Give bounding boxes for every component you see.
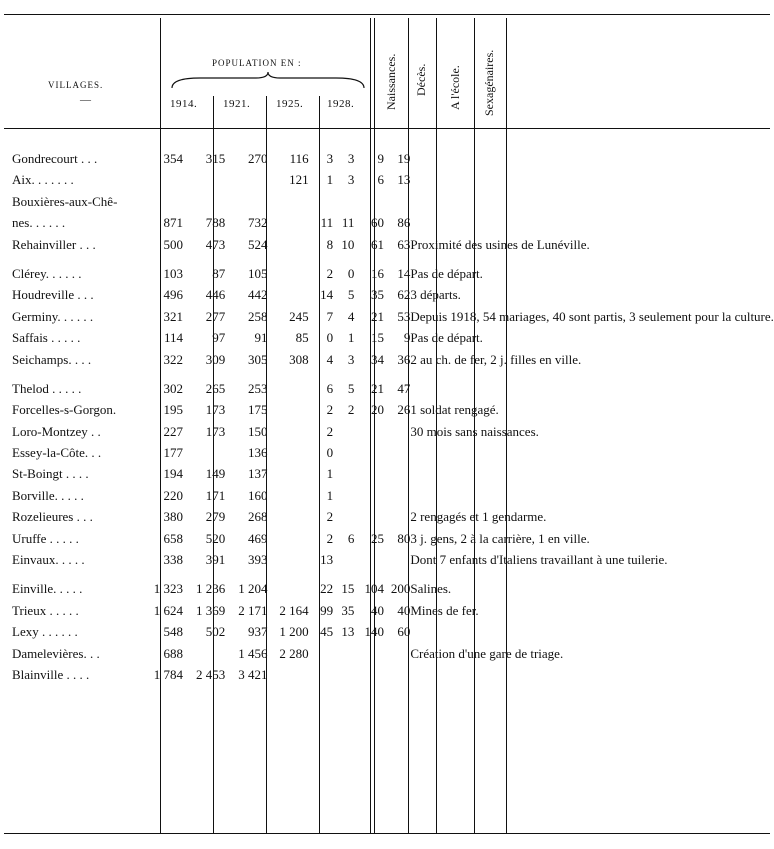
pop-1921 (183, 193, 225, 214)
deces-cell (333, 465, 354, 486)
naissances-cell (309, 193, 334, 214)
village-name: Einville. . . . . (12, 581, 83, 597)
sexagenaires-cell: 36 (397, 351, 411, 367)
header-year-1921: 1921. (223, 98, 251, 110)
remark-cell: Dont 7 enfants d'Italiens travaillant à une tuilerie. (410, 552, 668, 568)
village-name: Essey-la-Côte. . . (12, 445, 102, 461)
deces-cell: 3 (347, 351, 355, 367)
village-name: Rehainviller . . . (12, 236, 96, 252)
pop-1928: 116 (289, 151, 309, 166)
deces-cell (333, 666, 354, 687)
pop-1925: 1 204 (238, 581, 268, 597)
pop-1925: 270 (248, 151, 268, 166)
table-row (12, 444, 774, 465)
remark-cell (410, 444, 774, 465)
pop-1928 (268, 214, 309, 235)
village-name: Blainville . . . . (12, 666, 90, 682)
remark-cell: 1 soldat rengagé. (410, 402, 499, 418)
pop-1914: 114 (163, 330, 183, 346)
naissances-cell: 4 (326, 351, 334, 367)
ecole-cell: 61 (371, 236, 384, 252)
pop-1914: 380 (163, 509, 183, 525)
pop-1928 (268, 530, 309, 551)
pop-1921: 149 (205, 466, 226, 482)
deces-cell: 2 (347, 402, 355, 418)
pop-1925: 137 (248, 466, 268, 482)
remark-cell (410, 171, 774, 192)
pop-1921: 279 (205, 509, 226, 525)
pop-1914: 1 624 (153, 602, 183, 618)
pop-1925: 2 171 (238, 602, 268, 618)
ecole-cell (354, 551, 384, 572)
ecole-cell: 9 (377, 151, 384, 166)
remark-cell: 3 j. gens, 2 à la carrière, 1 en ville. (410, 530, 590, 546)
village-name: Aix. . . . . . . (12, 172, 74, 188)
ecole-cell: 34 (371, 351, 384, 367)
sexagenaires-cell: 19 (397, 151, 411, 166)
header-year-1928: 1928. (327, 98, 355, 110)
pop-1925: 937 (248, 624, 268, 640)
ecole-cell: 15 (371, 330, 384, 346)
naissances-cell: 3 (326, 151, 334, 166)
table-row (12, 401, 774, 422)
naissances-cell: 2 (326, 402, 334, 418)
pop-1928 (268, 487, 309, 508)
pop-1928 (268, 401, 309, 422)
ecole-cell (354, 487, 384, 508)
pop-1925: 442 (248, 287, 268, 303)
sexagenaires-cell: 63 (397, 236, 411, 252)
naissances-cell: 22 (320, 581, 334, 597)
pop-1921: 277 (205, 308, 226, 324)
deces-cell (333, 444, 354, 465)
pop-1914: 548 (163, 624, 183, 640)
sexagenaires-cell: 53 (397, 308, 411, 324)
pop-1921: 173 (205, 423, 226, 439)
sexagenaires-cell: 40 (397, 602, 411, 618)
village-name: Damelevières. . . (12, 645, 100, 661)
header-deces: Décès. (414, 63, 428, 96)
pop-1914: 322 (163, 351, 183, 367)
sexagenaires-cell: 200 (390, 581, 411, 597)
table-row (12, 193, 774, 214)
pop-1928 (268, 508, 309, 529)
sexagenaires-cell: 60 (397, 624, 411, 640)
remark-cell (410, 487, 774, 508)
pop-1921: 315 (205, 151, 226, 166)
pop-1925: 136 (248, 445, 268, 461)
sexagenaires-cell (384, 666, 410, 687)
ecole-cell (354, 193, 384, 214)
pop-1914: 338 (163, 552, 183, 568)
ecole-cell (354, 645, 384, 666)
table-row (12, 236, 774, 257)
ecole-cell: 20 (371, 402, 384, 418)
remark-cell: 30 mois sans naissances. (410, 423, 539, 439)
deces-cell: 15 (341, 581, 355, 597)
pop-1925: 469 (248, 530, 268, 546)
pop-1925: 305 (248, 351, 268, 367)
village-name: Houdreville . . . (12, 287, 94, 303)
pop-1928: 2 164 (279, 602, 309, 618)
naissances-cell: 1 (326, 487, 334, 503)
sexagenaires-cell: 14 (397, 265, 411, 281)
remark-cell (410, 666, 774, 687)
deces-cell: 13 (341, 624, 355, 640)
pop-1928 (268, 236, 309, 257)
pop-1921: 446 (205, 287, 226, 303)
pop-1921: 502 (205, 624, 226, 640)
sexagenaires-cell (384, 508, 410, 529)
table-row (12, 214, 774, 235)
remark-cell (410, 193, 774, 214)
pop-1921: 520 (205, 530, 226, 546)
deces-cell: 6 (347, 530, 355, 546)
pop-1914: 1 784 (153, 666, 183, 682)
header-sexagenaires: Sexagénaires. (482, 49, 496, 116)
ecole-cell: 6 (377, 172, 384, 188)
remark-cell: Pas de départ. (410, 330, 483, 346)
village-name: Seichamps. . . . (12, 351, 92, 367)
village-name: Germiny. . . . . . (12, 308, 94, 324)
pop-1921: 87 (212, 265, 226, 281)
deces-cell: 5 (347, 380, 355, 396)
deces-cell: 10 (341, 236, 355, 252)
naissances-cell (309, 666, 334, 687)
pop-1925: 160 (248, 487, 268, 503)
remark-cell: Pas de départ. (410, 265, 483, 281)
pop-1921: 391 (205, 552, 226, 568)
village-name: Loro-Montzey . . (12, 423, 101, 439)
pop-1921: 2 453 (196, 666, 226, 682)
sexagenaires-cell: 80 (397, 530, 411, 546)
pop-1921: 309 (205, 351, 226, 367)
population-brace (170, 70, 366, 90)
deces-cell: 0 (347, 265, 355, 281)
header-villages: VILLAGES. (48, 80, 104, 90)
deces-cell: 5 (347, 287, 355, 303)
deces-cell: 11 (341, 215, 355, 231)
remark-cell: Proximité des usines de Lunéville. (410, 236, 590, 252)
pop-1928: 1 200 (279, 624, 309, 640)
naissances-cell: 8 (326, 236, 334, 252)
ecole-cell: 60 (371, 215, 384, 231)
pop-1914: 688 (163, 645, 183, 661)
pop-1928: 85 (295, 330, 309, 346)
pop-1914: 302 (163, 380, 183, 396)
table-row (12, 623, 774, 644)
table-row (12, 645, 774, 666)
header-naissances: Naissances. (384, 53, 398, 110)
ecole-cell: 21 (371, 308, 384, 324)
pop-1928 (268, 444, 309, 465)
bottom-rule (4, 833, 770, 834)
spacer-row (12, 572, 774, 580)
pop-1925: 258 (248, 308, 268, 324)
pop-1925: 91 (254, 330, 268, 346)
pop-1921 (183, 645, 225, 666)
remark-cell: Depuis 1918, 54 mariages, 40 sont partis, 3 seulement pour la culture. (410, 308, 774, 324)
pop-1921: 171 (205, 487, 226, 503)
deces-cell (333, 508, 354, 529)
table-row (12, 666, 774, 687)
pop-1928 (268, 380, 309, 401)
naissances-cell: 6 (326, 380, 334, 396)
deces-cell: 4 (347, 308, 355, 324)
pop-1921: 265 (205, 380, 226, 396)
pop-1928: 245 (289, 308, 309, 324)
remark-cell (410, 380, 774, 401)
ecole-cell (354, 666, 384, 687)
naissances-cell: 11 (320, 215, 334, 231)
deces-cell: 35 (341, 602, 355, 618)
village-name: Einvaux. . . . . (12, 552, 85, 568)
pop-1914: 177 (163, 445, 183, 461)
naissances-cell: 13 (320, 552, 334, 568)
ecole-cell (354, 423, 384, 444)
village-name: Rozelieures . . . (12, 509, 93, 525)
remark-cell (410, 623, 774, 644)
pop-1925: 150 (248, 423, 268, 439)
deces-cell (333, 423, 354, 444)
sexagenaires-cell (384, 551, 410, 572)
naissances-cell: 1 (326, 172, 334, 188)
naissances-cell: 7 (326, 308, 334, 324)
pop-1925: 393 (248, 552, 268, 568)
pop-1925: 524 (248, 236, 268, 252)
table-row (12, 380, 774, 401)
table-row (12, 286, 774, 307)
pop-1928 (268, 580, 309, 601)
deces-cell: 3 (347, 172, 355, 188)
table-row (12, 308, 774, 329)
pop-1928 (268, 265, 309, 286)
naissances-cell: 2 (326, 265, 334, 281)
table-row (12, 508, 774, 529)
naissances-cell: 2 (326, 423, 334, 439)
pop-1928 (268, 423, 309, 444)
sexagenaires-cell (384, 465, 410, 486)
deces-cell: 1 (347, 330, 355, 346)
ecole-cell: 140 (364, 624, 384, 640)
pop-1928 (268, 551, 309, 572)
pop-1921 (183, 171, 225, 192)
pop-1921: 173 (205, 402, 226, 418)
pop-1914: 227 (163, 423, 183, 439)
village-name: Clérey. . . . . . (12, 265, 82, 281)
header-population: POPULATION EN : (212, 58, 302, 68)
ecole-cell: 25 (371, 530, 384, 546)
pop-1925: 3 421 (238, 666, 268, 682)
ecole-cell: 35 (371, 287, 384, 303)
table-row (12, 351, 774, 372)
sexagenaires-cell (384, 645, 410, 666)
table-row (12, 150, 774, 171)
pop-1925: 1 456 (238, 645, 268, 661)
pop-1914: 500 (163, 236, 183, 252)
pop-1914: 194 (163, 466, 183, 482)
naissances-cell: 0 (326, 330, 334, 346)
pop-1925: 175 (248, 402, 268, 418)
header-villages-dash: — (80, 94, 92, 106)
pop-1928: 308 (289, 351, 309, 367)
pop-1928 (268, 193, 309, 214)
naissances-cell: 1 (326, 466, 334, 482)
pop-1914: 220 (163, 487, 183, 503)
village-name: Borville. . . . . (12, 487, 84, 503)
village-name: nes. . . . . . (12, 215, 66, 231)
table-row (12, 465, 774, 486)
village-name: Thelod . . . . . (12, 380, 82, 396)
pop-1914: 658 (163, 530, 183, 546)
ecole-cell: 21 (371, 380, 384, 396)
ecole-cell (354, 465, 384, 486)
village-name: Gondrecourt . . . (12, 151, 98, 166)
header-ecole: A l'école. (448, 65, 462, 110)
sexagenaires-cell: 86 (397, 215, 411, 231)
naissances-cell: 99 (320, 602, 334, 618)
ecole-cell (354, 444, 384, 465)
pop-1925 (225, 171, 267, 192)
pop-1914 (141, 193, 183, 214)
sexagenaires-cell: 47 (397, 380, 411, 396)
sexagenaires-cell: 9 (403, 330, 411, 346)
table-row (12, 530, 774, 551)
sexagenaires-cell: 13 (397, 172, 411, 188)
remark-cell: Création d'une gare de triage. (410, 645, 564, 661)
spacer-row (12, 257, 774, 265)
remark-cell: Salines. (410, 581, 452, 597)
pop-1914: 871 (163, 215, 183, 231)
pop-1914: 321 (163, 308, 183, 324)
naissances-cell: 14 (320, 287, 334, 303)
pop-1925: 253 (248, 380, 268, 396)
remark-cell (410, 214, 774, 235)
sexagenaires-cell: 26 (397, 402, 411, 418)
remark-cell: 2 au ch. de fer, 2 j. filles en ville. (410, 351, 582, 367)
remark-cell (410, 150, 774, 171)
remark-cell: 2 rengagés et 1 gendarme. (410, 509, 547, 525)
header-rule (4, 128, 770, 129)
naissances-cell: 0 (326, 445, 334, 461)
pop-1914: 496 (163, 287, 183, 303)
pop-1925: 105 (248, 265, 268, 281)
remark-cell: Mines de fer. (410, 602, 479, 618)
village-name: Trieux . . . . . (12, 602, 79, 618)
pop-1921: 1 369 (196, 602, 226, 618)
sexagenaires-cell (384, 423, 410, 444)
table-row (12, 329, 774, 350)
pop-1925: 732 (248, 215, 268, 231)
pop-1914: 354 (163, 151, 183, 166)
sexagenaires-cell (384, 193, 410, 214)
pop-1921: 473 (205, 236, 226, 252)
village-name: Saffais . . . . . (12, 330, 81, 346)
pop-1925 (225, 193, 267, 214)
pop-1925: 268 (248, 509, 268, 525)
pop-1928: 2 280 (279, 645, 309, 661)
naissances-cell (309, 645, 334, 666)
ecole-cell: 40 (371, 602, 384, 618)
village-name: Uruffe . . . . . (12, 530, 79, 546)
sexagenaires-cell (384, 487, 410, 508)
village-name: Bouxières-aux-Chê- (12, 193, 118, 209)
table-row (12, 551, 774, 572)
pop-1914: 1 323 (153, 581, 183, 597)
village-name: Lexy . . . . . . (12, 624, 78, 640)
ecole-cell: 16 (371, 265, 384, 281)
remark-cell (410, 465, 774, 486)
table-row (12, 265, 774, 286)
deces-cell: 3 (347, 151, 355, 166)
pop-1921 (183, 444, 225, 465)
pop-1928 (268, 286, 309, 307)
deces-cell (333, 487, 354, 508)
table-row (12, 602, 774, 623)
deces-cell (333, 193, 354, 214)
deces-cell (333, 551, 354, 572)
pop-1928 (268, 465, 309, 486)
naissances-cell: 2 (326, 509, 334, 525)
pop-1914: 195 (163, 402, 183, 418)
table-row (12, 423, 774, 444)
table-row (12, 580, 774, 601)
naissances-cell: 2 (326, 530, 334, 546)
deces-cell (333, 645, 354, 666)
pop-1921: 97 (212, 330, 226, 346)
pop-1921: 1 236 (196, 581, 226, 597)
population-table (12, 150, 774, 687)
village-name: Forcelles-s-Gorgon. (12, 402, 117, 418)
ecole-cell (354, 508, 384, 529)
top-rule (4, 14, 770, 15)
remark-cell: 3 départs. (410, 287, 461, 303)
pop-1914 (141, 171, 183, 192)
ecole-cell: 104 (364, 581, 384, 597)
pop-1928: 121 (289, 172, 309, 188)
pop-1914: 103 (163, 265, 183, 281)
pop-1928 (268, 666, 309, 687)
header-year-1914: 1914. (170, 98, 198, 110)
table-row (12, 487, 774, 508)
pop-1921: 788 (205, 215, 226, 231)
sexagenaires-cell (384, 444, 410, 465)
table-row (12, 171, 774, 192)
sexagenaires-cell: 62 (397, 287, 411, 303)
header-year-1925: 1925. (276, 98, 304, 110)
village-name: St-Boingt . . . . (12, 466, 89, 482)
naissances-cell: 45 (320, 624, 334, 640)
spacer-row (12, 372, 774, 380)
